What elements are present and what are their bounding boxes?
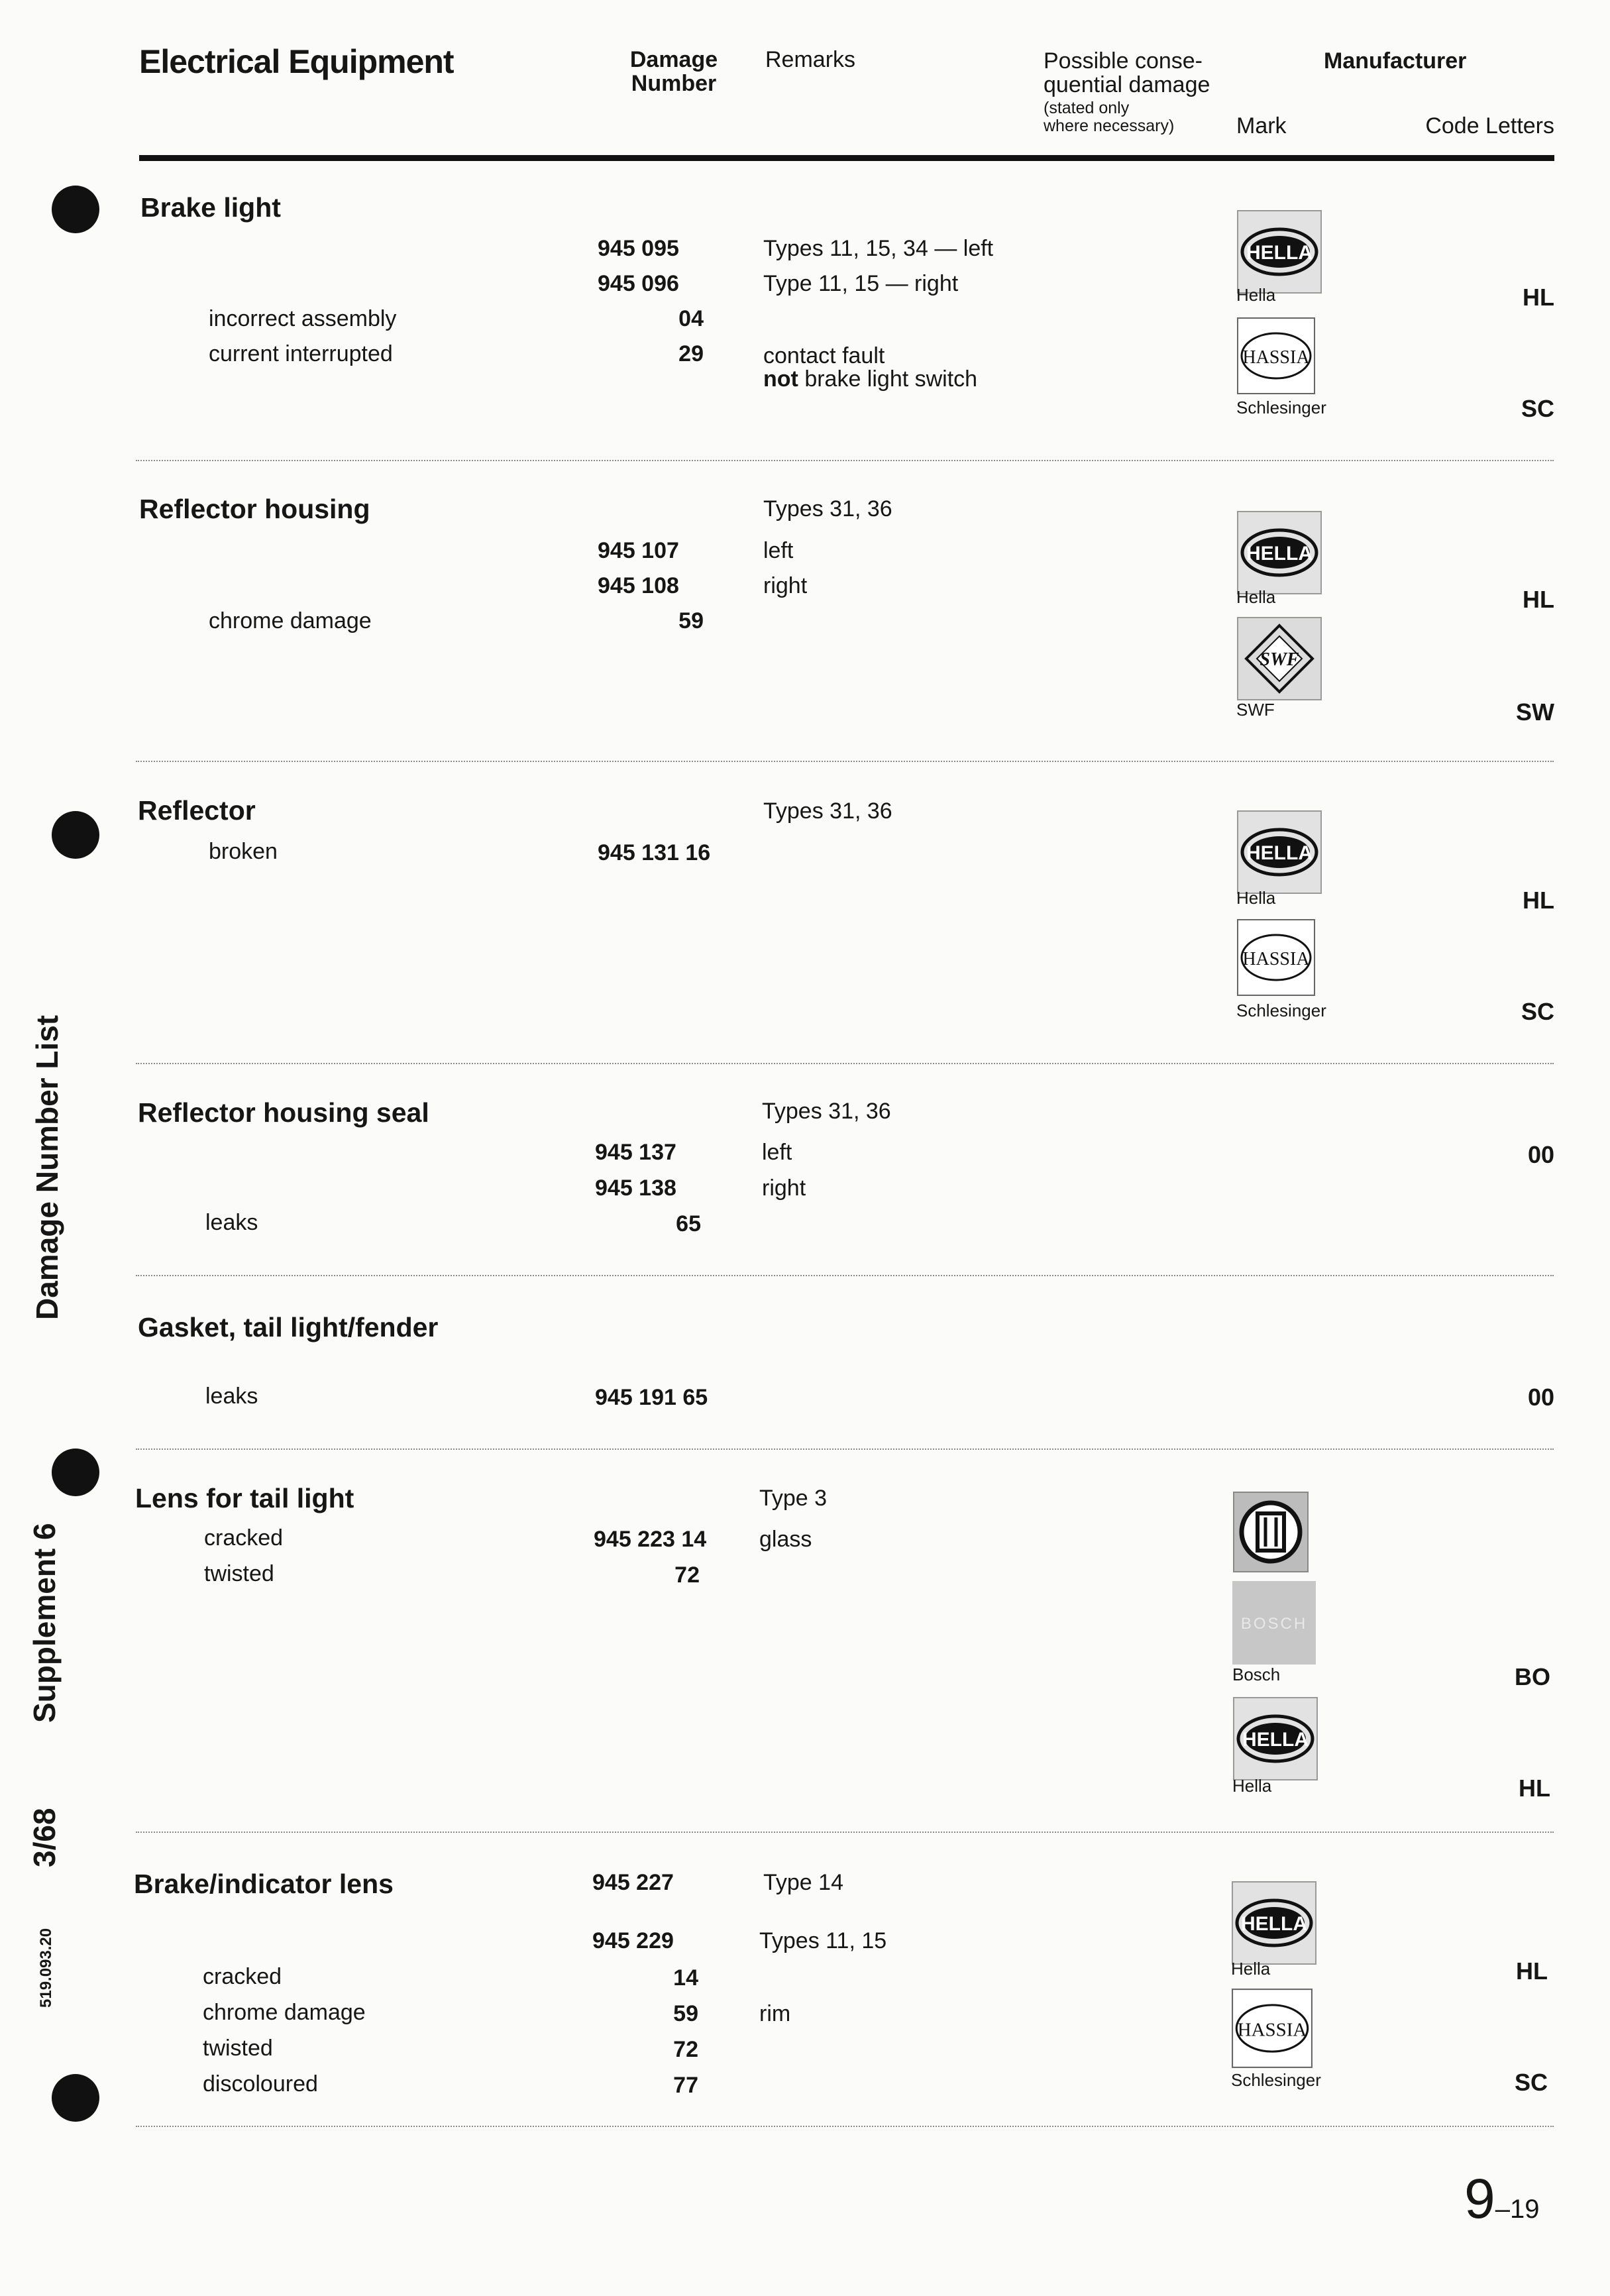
brake-indicator-lens-mark-label-2: Schlesinger — [1231, 2070, 1321, 2090]
brake-indicator-lens-title: Brake/indicator lens — [134, 1869, 394, 1899]
brake-indicator-lens-number-1: 945 227 — [592, 1870, 674, 1895]
sidebar-doc-number: 519.093.20 — [37, 1928, 55, 2008]
brake-light-code-letters-2: SC — [1521, 395, 1554, 422]
reflector-housing-number-2: 945 108 — [598, 573, 679, 598]
header-rule — [139, 155, 1554, 161]
brake-light-code-2: 29 — [678, 341, 704, 366]
brake-light-remark-switch: brake light switch — [804, 366, 978, 392]
hella-logo-text: HELLA — [1241, 1913, 1307, 1935]
brake-light-condition-2: current interrupted — [209, 341, 393, 366]
swf-logo-icon — [1236, 616, 1322, 701]
possible-damage-note2: where necessary) — [1044, 117, 1175, 135]
lens-tail-light-title: Lens for tail light — [135, 1483, 354, 1513]
brake-indicator-lens-code-3: 72 — [673, 2037, 698, 2062]
swf-logo-text: SWF — [1260, 649, 1299, 670]
punch-hole — [52, 186, 99, 233]
brake-indicator-lens-code-2: 59 — [673, 2001, 698, 2026]
reflector-housing-seal-code-1: 65 — [676, 1211, 701, 1236]
hella-logo-text: HELLA — [1246, 242, 1313, 264]
brake-indicator-lens-types-1: Type 14 — [763, 1870, 843, 1895]
section-separator — [136, 460, 1554, 463]
reflector-housing-seal-code-letters: 00 — [1527, 1141, 1554, 1168]
reflector-housing-code-letters-1: HL — [1523, 586, 1554, 613]
hella-logo-icon — [1236, 810, 1322, 895]
hassia-logo-icon — [1231, 1988, 1313, 2069]
bosch-wordmark-icon — [1232, 1581, 1316, 1665]
manufacturer-header: Manufacturer — [1324, 48, 1467, 74]
reflector-code-letters-2: SC — [1521, 998, 1554, 1025]
lens-tail-light-condition-2: twisted — [204, 1561, 274, 1586]
reflector-housing-title: Reflector housing — [139, 494, 370, 524]
reflector-housing-seal-types: Types 31, 36 — [762, 1099, 891, 1124]
hella-logo-icon — [1236, 510, 1322, 595]
lens-tail-light-types: Type 3 — [759, 1486, 828, 1511]
damage-number-header-line2: Number — [631, 71, 717, 96]
section-separator — [136, 1275, 1554, 1278]
reflector-code-letters-1: HL — [1523, 887, 1554, 914]
reflector-types: Types 31, 36 — [763, 798, 892, 824]
hella-logo-text: HELLA — [1246, 842, 1313, 864]
brake-light-remark-switch-line — [763, 366, 977, 392]
section-separator — [136, 1449, 1554, 1451]
gasket-number: 945 191 65 — [595, 1385, 708, 1410]
reflector-housing-types: Types 31, 36 — [763, 496, 892, 521]
hella-logo-icon — [1236, 209, 1322, 294]
brake-light-condition-1: incorrect assembly — [209, 306, 397, 331]
lens-tail-light-mark-label-1: Bosch — [1232, 1665, 1281, 1684]
brake-light-number-2: 945 096 — [598, 271, 679, 296]
reflector-housing-remark-2: right — [763, 573, 808, 598]
brake-light-remark-1: Types 11, 15, 34 — left — [763, 236, 994, 261]
brake-indicator-lens-condition-2: chrome damage — [203, 2000, 366, 2025]
possible-damage-header — [1044, 49, 1210, 135]
page-title: Electrical Equipment — [139, 43, 454, 80]
reflector-housing-code-letters-2: SW — [1516, 698, 1554, 726]
sidebar-date: 3/68 — [27, 1808, 62, 1867]
brake-indicator-lens-condition-4: discoloured — [203, 2071, 318, 2097]
section-separator — [136, 2126, 1554, 2128]
section-separator — [136, 761, 1554, 763]
brake-light-title: Brake light — [140, 192, 281, 223]
damage-number-header — [611, 48, 737, 95]
brake-indicator-lens-remark-rim: rim — [759, 2001, 791, 2026]
possible-damage-note1: (stated only — [1044, 99, 1130, 117]
reflector-housing-seal-remark-2: right — [762, 1175, 806, 1201]
code-letters-header: Code Letters — [1425, 113, 1554, 138]
reflector-mark-label-2: Schlesinger — [1236, 1001, 1326, 1020]
bosch-armature-logo-icon — [1232, 1491, 1309, 1573]
hassia-logo-text: HASSIA — [1237, 2019, 1307, 2041]
brake-light-remark-fault: contact fault — [763, 343, 885, 368]
reflector-housing-seal-remark-1: left — [762, 1140, 792, 1165]
mark-header: Mark — [1236, 113, 1287, 138]
page-number — [1464, 2167, 1539, 2231]
reflector-housing-condition-1: chrome damage — [209, 608, 372, 633]
reflector-number: 945 131 16 — [598, 840, 711, 865]
lens-tail-light-condition-1: cracked — [204, 1525, 284, 1551]
page-number-main: 9 — [1464, 2167, 1495, 2230]
lens-tail-light-number-1: 945 223 14 — [594, 1527, 707, 1552]
punch-hole — [52, 2074, 99, 2122]
hella-logo-text: HELLA — [1246, 543, 1313, 565]
damage-number-header-line1: Damage — [629, 47, 718, 72]
hella-logo-icon — [1231, 1881, 1317, 1965]
lens-tail-light-remark-1: glass — [759, 1527, 812, 1552]
sidebar-supplement: Supplement 6 — [27, 1523, 62, 1723]
reflector-housing-mark-label-2: SWF — [1236, 700, 1275, 720]
hella-logo-icon — [1232, 1696, 1318, 1781]
punch-hole — [52, 811, 99, 859]
brake-light-remark-2: Type 11, 15 — right — [763, 271, 959, 296]
possible-damage-line1: Possible conse- — [1044, 48, 1203, 74]
lens-tail-light-mark-label-2: Hella — [1232, 1776, 1272, 1796]
brake-indicator-lens-code-4: 77 — [673, 2073, 698, 2098]
section-separator — [136, 1831, 1554, 1834]
reflector-housing-seal-title: Reflector housing seal — [138, 1097, 429, 1128]
punch-hole — [52, 1449, 99, 1496]
brake-indicator-lens-condition-3: twisted — [203, 2036, 273, 2061]
hassia-logo-icon — [1236, 918, 1316, 997]
reflector-housing-seal-number-2: 945 138 — [595, 1175, 676, 1201]
hassia-logo-text: HASSIA — [1242, 347, 1310, 368]
reflector-housing-code-1: 59 — [678, 608, 704, 633]
brake-light-mark-label-2: Schlesinger — [1236, 398, 1326, 417]
reflector-title: Reflector — [138, 795, 256, 826]
brake-light-number-1: 945 095 — [598, 236, 679, 261]
brake-indicator-lens-number-2: 945 229 — [592, 1928, 674, 1953]
reflector-condition: broken — [209, 839, 278, 864]
brake-light-remark-not: not — [763, 366, 798, 392]
brake-indicator-lens-types-2: Types 11, 15 — [759, 1928, 887, 1953]
gasket-title: Gasket, tail light/fender — [138, 1312, 439, 1342]
lens-tail-light-code-letters-1: BO — [1515, 1663, 1550, 1690]
gasket-condition: leaks — [205, 1384, 258, 1409]
hassia-logo-text: HASSIA — [1242, 949, 1310, 969]
reflector-housing-mark-label-1: Hella — [1236, 587, 1276, 607]
brake-indicator-lens-mark-label-1: Hella — [1231, 1959, 1271, 1979]
brake-light-code-letters-1: HL — [1523, 284, 1554, 311]
hella-logo-text: HELLA — [1242, 1729, 1309, 1751]
reflector-housing-seal-number-1: 945 137 — [595, 1140, 676, 1165]
remarks-header: Remarks — [765, 47, 856, 72]
brake-indicator-lens-code-letters-1: HL — [1516, 1957, 1548, 1985]
reflector-housing-number-1: 945 107 — [598, 538, 679, 563]
lens-tail-light-code-letters-2: HL — [1519, 1775, 1550, 1802]
hassia-logo-icon — [1236, 317, 1316, 395]
reflector-housing-seal-condition-1: leaks — [205, 1210, 258, 1235]
brake-indicator-lens-code-letters-2: SC — [1514, 2069, 1548, 2096]
brake-indicator-lens-code-1: 14 — [673, 1965, 698, 1991]
brake-light-mark-label-1: Hella — [1236, 285, 1276, 305]
reflector-mark-label-1: Hella — [1236, 888, 1276, 908]
page-number-sub: –19 — [1495, 2195, 1540, 2224]
lens-tail-light-number-2: 72 — [674, 1562, 700, 1588]
brake-light-code-1: 04 — [678, 306, 704, 331]
sidebar-list-title: Damage Number List — [30, 1014, 64, 1320]
bosch-logo-text: BOSCH — [1240, 1615, 1308, 1633]
brake-indicator-lens-condition-1: cracked — [203, 1964, 282, 1989]
possible-damage-line2: quential damage — [1044, 72, 1210, 97]
gasket-code-letters: 00 — [1527, 1384, 1554, 1411]
section-separator — [136, 1063, 1554, 1066]
reflector-housing-remark-1: left — [763, 538, 794, 563]
